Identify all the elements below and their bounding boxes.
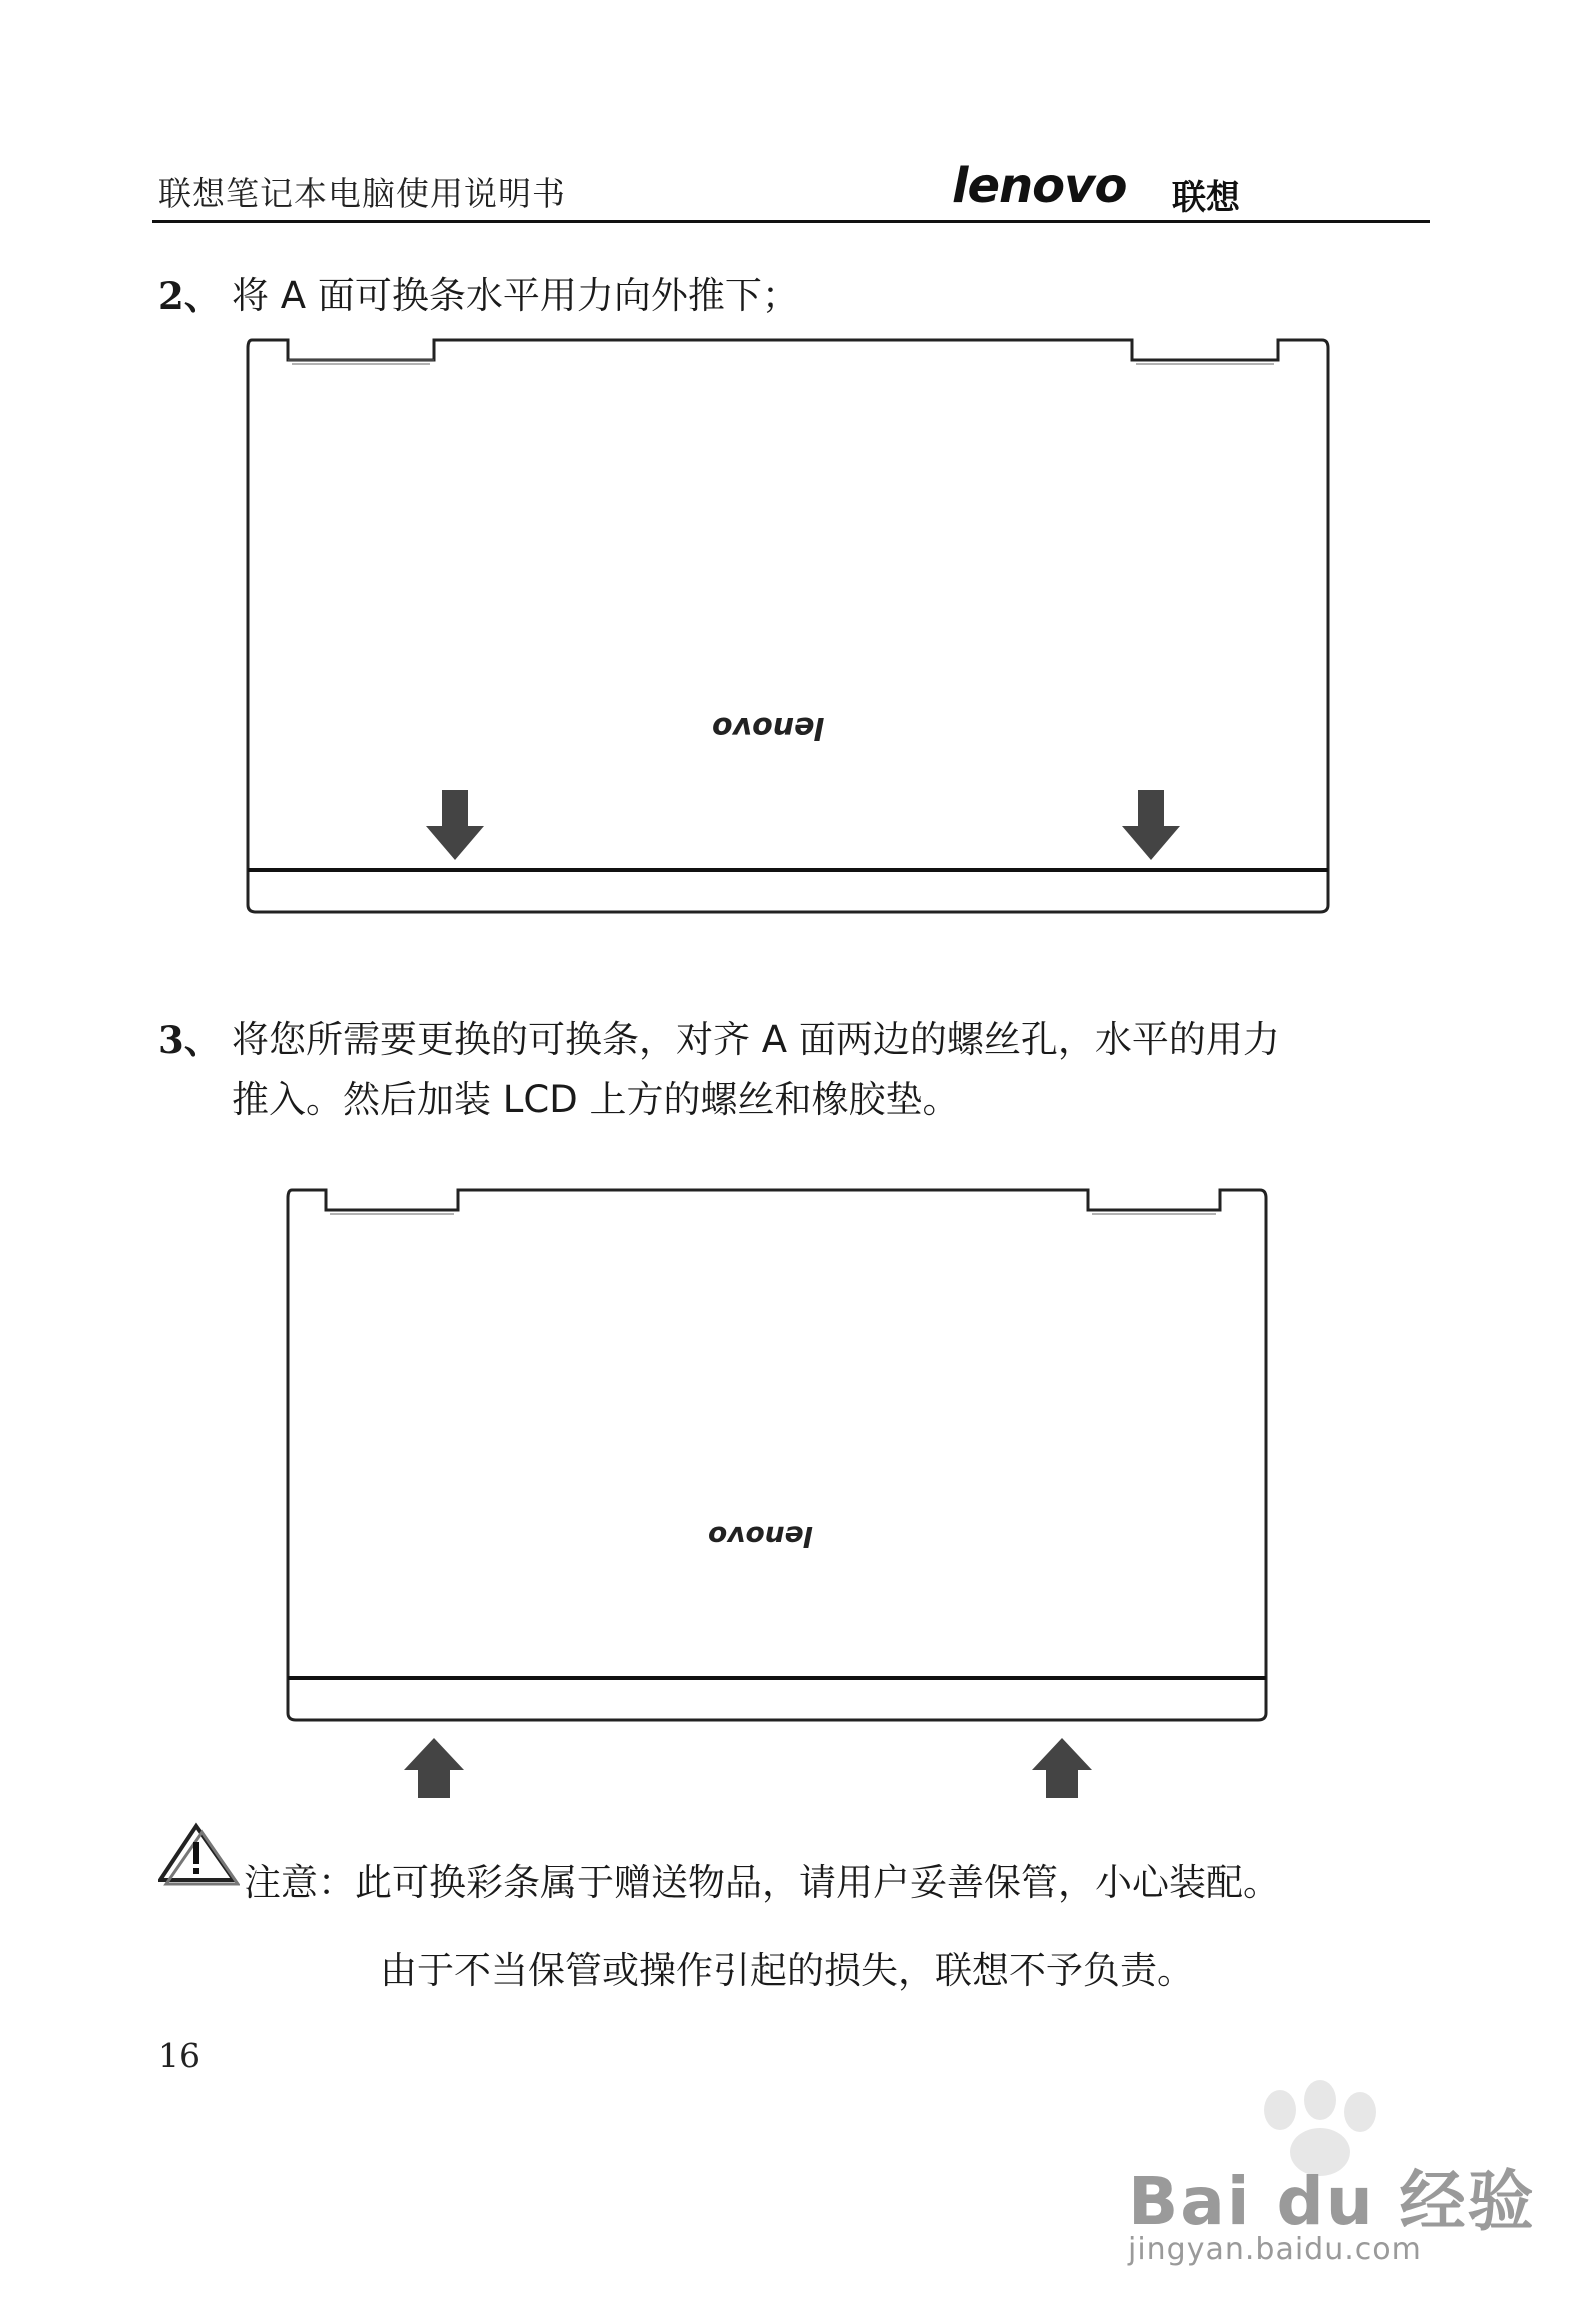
arrow-up-icon bbox=[404, 1738, 464, 1798]
warning-icon bbox=[158, 1822, 240, 1886]
page-number: 16 bbox=[158, 2036, 200, 2075]
notice-line-2: 由于不当保管或操作引起的损失，联想不予负责。 bbox=[380, 1949, 1194, 1992]
step-3-number: 3、 bbox=[158, 1018, 221, 1062]
step-3-text-line2: 推入。然后加装 LCD 上方的螺丝和橡胶垫。 bbox=[232, 1078, 960, 1121]
step-2-text: 将 A 面可换条水平用力向外推下； bbox=[232, 274, 799, 317]
step-2-number: 2、 bbox=[158, 274, 221, 318]
step-3-text-line1: 将您所需要更换的可换条，对齐 A 面两边的螺丝孔，水平的用力 bbox=[232, 1018, 1280, 1061]
header-divider bbox=[152, 220, 1430, 223]
laptop-diagram-push-in bbox=[282, 1180, 1282, 1810]
watermark-url: jingyan.baidu.com bbox=[1128, 2232, 1422, 2267]
notice-line-1: 注意：此可换彩条属于赠送物品，请用户妥善保管，小心装配。 bbox=[244, 1861, 1280, 1904]
lenovo-logo: lenovo bbox=[952, 158, 1127, 214]
figure-lenovo-logo: lenovo bbox=[708, 1520, 814, 1553]
manual-title: 联想笔记本电脑使用说明书 bbox=[158, 174, 566, 213]
watermark-brand: Bai du 经验 bbox=[1128, 2163, 1536, 2240]
figure-lenovo-logo: lenovo bbox=[712, 710, 825, 745]
arrow-up-icon bbox=[1032, 1738, 1092, 1798]
laptop-diagram-push-out bbox=[242, 330, 1334, 930]
lenovo-logo-cn: 联想 bbox=[1172, 178, 1240, 218]
